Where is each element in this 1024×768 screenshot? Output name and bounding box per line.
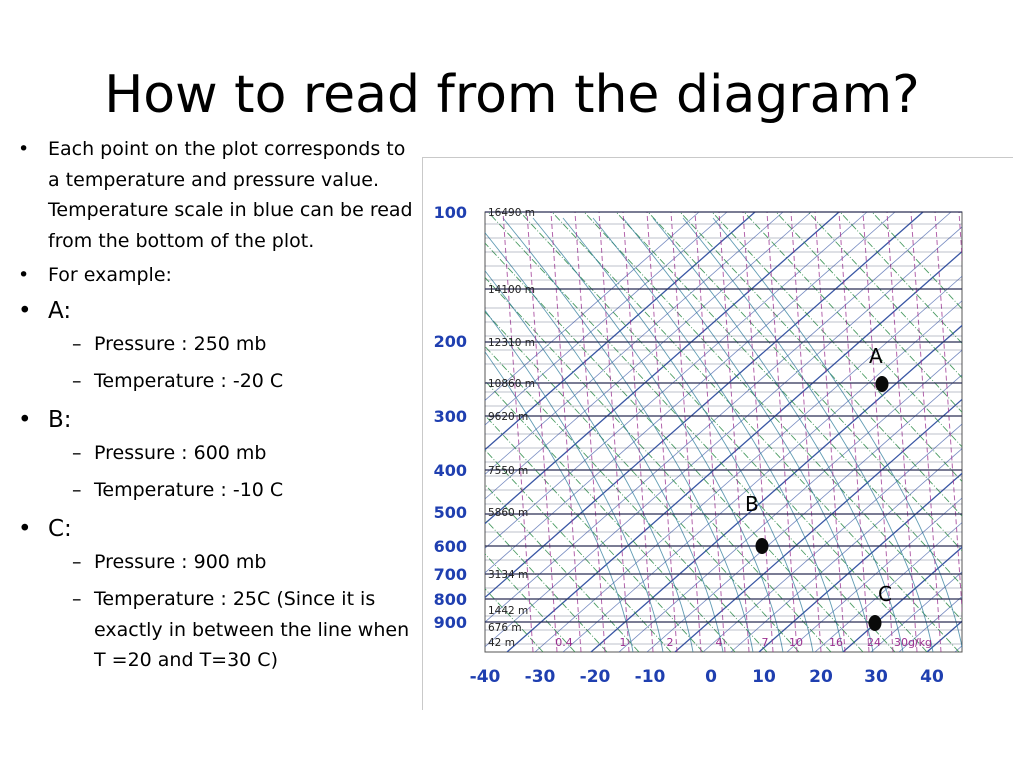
mixing-ratio-line [719, 212, 749, 652]
point-label-a: A [869, 344, 883, 368]
isotherm-line [983, 212, 1013, 652]
slide-title: How to read from the diagram? [104, 65, 920, 125]
isotherm-line [1011, 212, 1013, 652]
pressure-label: 700 [433, 565, 467, 584]
moist-adiabat-line [443, 218, 693, 652]
dash-icon: – [72, 370, 82, 392]
temperature-label: -10 [634, 667, 666, 687]
mixing-ratio-line [839, 212, 869, 652]
skew-t-diagram [422, 157, 1013, 710]
isotherm-line [927, 212, 1013, 652]
temperature-label: -30 [524, 667, 556, 687]
isotherm-line [955, 212, 1013, 652]
height-label: 42 m [488, 637, 515, 649]
pressure-label: 600 [433, 537, 467, 556]
height-label: 1442 m [488, 605, 529, 617]
height-label: 7550 m [488, 465, 529, 477]
mixing-ratio-label: 2 [666, 636, 674, 649]
point-a-label: A: [48, 297, 72, 324]
mixing-ratio-label: 30g/kg [893, 636, 933, 649]
sub-bullet-a-pressure [14, 329, 414, 360]
sub-bullet-b-pressure [14, 438, 414, 469]
mixing-ratio-label: 24 [867, 636, 881, 649]
mixing-ratio-line [671, 212, 701, 652]
bullet-dot-icon: • [18, 406, 32, 433]
diagram-svg [423, 158, 1013, 710]
point-marker-a [876, 376, 889, 392]
isotherm-line [871, 212, 1013, 652]
isotherm-line [423, 212, 727, 652]
pressure-label: 200 [433, 332, 467, 351]
height-label: 676 m [488, 622, 522, 634]
temperature-label: 40 [920, 667, 944, 687]
temperature-label: -20 [579, 667, 611, 687]
bullet-example [14, 260, 414, 291]
point-c-temperature: Temperature : 25C (Since it is exactly in between the line when T =20 and T=30 C) [94, 588, 410, 671]
height-label: 12310 m [488, 337, 535, 349]
bullet-intro [14, 134, 414, 256]
height-label: 3134 m [488, 569, 529, 581]
point-a-pressure: Pressure : 250 mb [94, 332, 267, 355]
intro-text: Each point on the plot corresponds to a temperature and pressure value. Temperature scale in blue can be read from the bottom of the plot. [48, 138, 413, 252]
mixing-ratio-line [959, 212, 989, 652]
height-label: 16490 m [488, 207, 535, 219]
bullet-point-b [14, 404, 414, 436]
isotherm-line [479, 212, 979, 652]
mixing-ratio-label: 1 [619, 636, 627, 649]
temperature-label: 10 [752, 667, 776, 687]
mixing-ratio-line [575, 212, 605, 652]
isotherm-line [787, 212, 1013, 652]
point-c-pressure: Pressure : 900 mb [94, 550, 267, 573]
point-marker-c [869, 615, 882, 631]
temperature-label: 30 [864, 667, 888, 687]
moist-adiabat-line [423, 218, 663, 652]
bullet-dot-icon: • [18, 138, 30, 160]
bullet-dot-icon: • [18, 264, 30, 286]
sub-bullet-c-pressure [14, 547, 414, 578]
mixing-ratio-label: 16 [829, 636, 843, 649]
bullet-point-c [14, 513, 414, 545]
point-label-c: C [878, 582, 892, 606]
bullet-point-a [14, 295, 414, 327]
point-b-pressure: Pressure : 600 mb [94, 441, 267, 464]
point-b-label: B: [48, 406, 72, 433]
mixing-ratio-label: 4 [715, 636, 723, 649]
pressure-label: 400 [433, 461, 467, 480]
point-label-b: B [745, 492, 759, 516]
pressure-label: 900 [433, 613, 467, 632]
sub-bullet-c-temperature [14, 584, 414, 676]
height-label: 9620 m [488, 411, 529, 423]
mixing-ratio-line [911, 212, 941, 652]
isotherm-line [899, 212, 1013, 652]
moist-adiabat-line [533, 218, 783, 652]
point-b-temperature: Temperature : -10 C [94, 479, 284, 501]
isotherm-line [815, 212, 1013, 652]
point-a-temperature: Temperature : -20 C [94, 370, 284, 392]
pressure-label: 300 [433, 407, 467, 426]
dash-icon: – [72, 332, 82, 355]
bullet-dot-icon: • [18, 297, 32, 324]
dash-icon: – [72, 479, 82, 501]
mixing-ratio-label: 10 [789, 636, 803, 649]
mixing-ratio-line [551, 212, 581, 652]
temperature-label: 20 [809, 667, 833, 687]
dash-icon: – [72, 441, 82, 464]
mixing-ratio-label: 0.4 [555, 636, 573, 649]
pressure-label: 500 [433, 503, 467, 522]
example-text: For example: [48, 264, 172, 286]
dash-icon: – [72, 550, 82, 573]
dash-icon: – [72, 588, 82, 610]
height-label: 5860 m [488, 507, 529, 519]
isotherm-line [423, 212, 895, 652]
point-marker-b [756, 538, 769, 554]
pressure-label: 800 [433, 590, 467, 609]
bullet-list [14, 134, 414, 683]
point-c-label: C: [48, 515, 72, 542]
mixing-ratio-line [527, 212, 557, 652]
height-label: 10860 m [488, 378, 535, 390]
sub-bullet-a-temperature [14, 366, 414, 397]
temperature-label: -40 [469, 667, 501, 687]
temperature-label: 0 [705, 667, 717, 687]
sub-bullet-b-temperature [14, 475, 414, 506]
height-label: 14100 m [488, 284, 535, 296]
pressure-label: 100 [433, 203, 467, 222]
bullet-dot-icon: • [18, 515, 32, 542]
mixing-ratio-label: 7 [761, 636, 769, 649]
mixing-ratio-lines [503, 212, 989, 652]
